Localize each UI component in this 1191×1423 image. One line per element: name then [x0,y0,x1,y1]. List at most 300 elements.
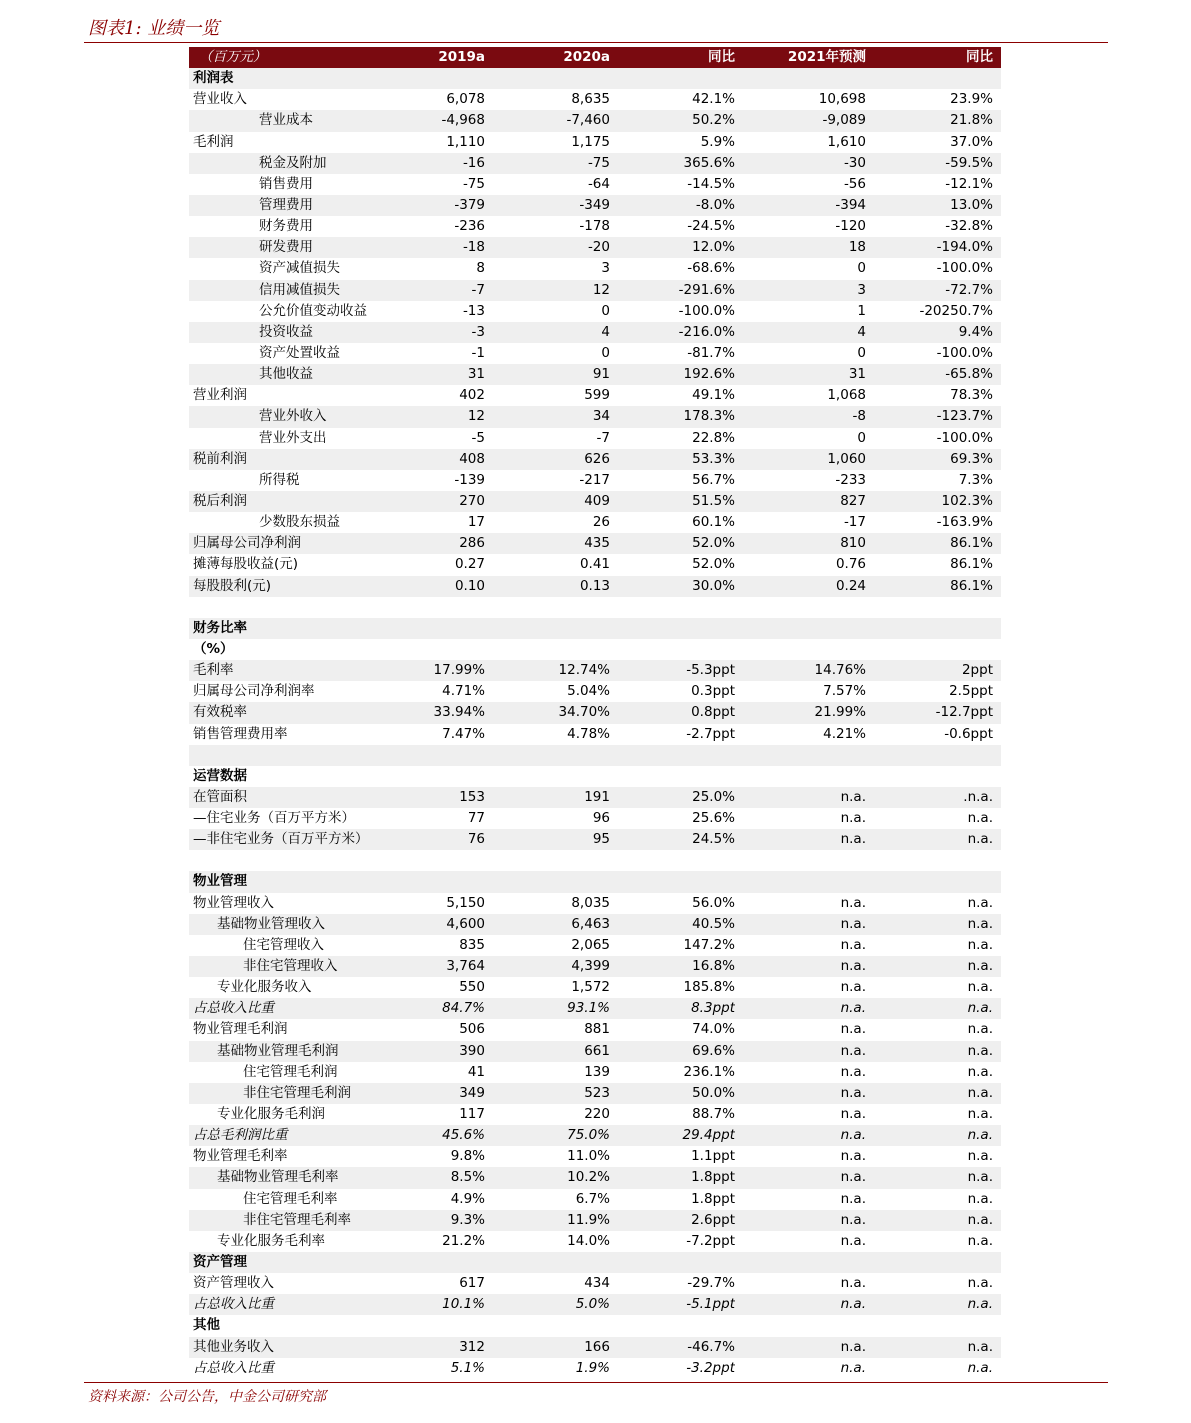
section-header-row [189,68,1001,89]
value-2021e: 31 [848,366,866,383]
value-2019a: -4,968 [441,112,485,129]
value-yoy [610,1315,735,1336]
value-2021e: n.a. [840,1084,866,1101]
value-yoy: 56.0% [692,894,735,911]
value-2019a: 270 [459,492,485,509]
header-2020a: 2020a [563,49,610,65]
value-yoy: -5.3ppt [686,662,735,679]
row-label: 归属母公司净利润率 [193,683,315,700]
value-yoy: 52.0% [692,535,735,552]
value-2021e [735,1315,866,1336]
value-yoy-2021: n.a. [967,1021,993,1038]
value-2021e [735,766,866,787]
table-row [189,1104,1001,1125]
value-2021e: n.a. [840,1127,866,1144]
row-label: 占总收入比重 [193,1359,274,1376]
row-label: 住宅管理毛利率 [243,1190,338,1207]
value-2021e: 1,610 [827,133,866,150]
row-label: 每股股利(元) [193,577,272,594]
table-row [189,343,1001,364]
value-2021e: 827 [840,492,866,509]
row-label: 其他业务收入 [193,1338,274,1355]
value-2019a [433,618,485,639]
value-2021e [735,597,866,618]
value-yoy [610,871,735,892]
value-2020a: 4.78% [567,725,610,742]
value-2019a: -75 [462,175,485,192]
value-2020a [485,618,610,639]
value-yoy-2021: 102.3% [941,492,993,509]
row-label: 税后利润 [193,492,247,509]
value-2020a: 11.0% [567,1148,610,1165]
value-2019a [433,1252,485,1273]
row-label [189,850,433,871]
value-2021e: n.a. [840,1148,866,1165]
value-yoy-2021: n.a. [967,958,993,975]
value-yoy-2021: 69.3% [950,450,993,467]
table-row [189,745,1001,766]
value-2020a: 10.2% [567,1169,610,1186]
bottom-rule [84,1382,1108,1383]
section-header-row [189,1252,1001,1273]
value-yoy: -7.2ppt [686,1232,735,1249]
value-2020a [485,850,610,871]
value-2021e: 0 [857,260,866,277]
value-yoy: -100.0% [678,302,735,319]
value-2020a: 34 [592,408,610,425]
value-2020a: -64 [587,175,610,192]
table-row [189,893,1001,914]
value-2019a [433,766,485,787]
value-2020a: 1,175 [571,133,610,150]
row-label: 非住宅管理收入 [243,958,338,975]
value-2019a: 408 [459,450,485,467]
value-yoy-2021: n.a. [967,1211,993,1228]
section-header-row [189,871,1001,892]
value-2021e: n.a. [840,1169,866,1186]
row-label: 物业管理毛利润 [193,1021,288,1038]
value-yoy-2021: n.a. [967,810,993,827]
value-yoy: -81.7% [687,344,735,361]
value-2021e: n.a. [840,1021,866,1038]
value-2019a: 4.71% [442,683,485,700]
table-row [189,829,1001,850]
value-yoy-2021: n.a. [967,1127,993,1144]
value-2019a: 402 [459,387,485,404]
value-2020a: 4 [601,323,610,340]
value-2020a: 2,065 [571,936,610,953]
table-row [189,216,1001,237]
value-yoy-2021: -12.7ppt [935,704,993,721]
value-2019a: 31 [467,366,485,383]
value-yoy: 74.0% [692,1021,735,1038]
value-yoy-2021: n.a. [967,1106,993,1123]
value-yoy: 1.1ppt [691,1148,735,1165]
row-label: （%） [193,640,234,657]
value-yoy-2021: -100.0% [936,429,993,446]
value-2021e [735,618,866,639]
value-yoy-2021: n.a. [967,936,993,953]
value-yoy: 1.8ppt [691,1169,735,1186]
value-yoy: -14.5% [687,175,735,192]
table-row [189,132,1001,153]
value-yoy-2021: 21.8% [950,112,993,129]
value-2019a: 4.9% [450,1190,485,1207]
value-2021e [735,871,866,892]
value-2020a: 11.9% [567,1211,610,1228]
table-row [189,470,1001,491]
row-label: 税前利润 [193,450,247,467]
value-2020a: -20 [587,239,610,256]
table-row [189,808,1001,829]
section-header-row [189,639,1001,660]
value-2021e: 0.76 [835,556,866,573]
value-yoy-2021: 9.4% [958,323,993,340]
value-yoy: -29.7% [687,1275,735,1292]
value-yoy-2021: -12.1% [945,175,993,192]
value-yoy-2021: 86.1% [950,556,993,573]
table-row [189,280,1001,301]
source-note: 资料来源：公司公告，中金公司研究部 [88,1389,326,1405]
value-yoy-2021: -100.0% [936,260,993,277]
value-2020a: -178 [579,218,610,235]
row-label: 财务比率 [193,619,247,636]
value-2021e: 3 [857,281,866,298]
value-2019a: 45.6% [442,1127,485,1144]
value-2020a [485,871,610,892]
value-2020a: 0 [601,344,610,361]
value-yoy: 0.3ppt [691,683,735,700]
row-label: 毛利率 [193,662,234,679]
table-row [189,1189,1001,1210]
value-2021e: 1,068 [827,387,866,404]
value-2020a: 434 [584,1275,610,1292]
row-label: 运营数据 [193,767,247,784]
value-2021e: n.a. [840,810,866,827]
value-2019a: 312 [459,1338,485,1355]
top-rule [84,42,1108,43]
value-yoy: 56.7% [692,471,735,488]
value-2019a [433,597,485,618]
value-2019a: 506 [459,1021,485,1038]
row-label: 占总毛利润比重 [193,1127,288,1144]
table-row [189,1210,1001,1231]
table-row [189,258,1001,279]
value-yoy: 16.8% [692,958,735,975]
value-2019a: 12 [467,408,485,425]
table-row [189,428,1001,449]
value-yoy: -24.5% [687,218,735,235]
value-yoy: 42.1% [692,91,735,108]
table-row [189,1146,1001,1167]
table-row [189,1062,1001,1083]
row-label: 物业管理 [193,873,247,890]
value-yoy: 0.8ppt [691,704,735,721]
row-label: 税金及附加 [259,154,327,171]
value-yoy-2021: 78.3% [950,387,993,404]
value-2019a: 10.1% [442,1296,485,1313]
value-2021e: -233 [835,471,866,488]
value-2020a: 75.0% [567,1127,610,1144]
value-2019a: 117 [459,1106,485,1123]
value-yoy-2021: n.a. [967,1232,993,1249]
row-label: 管理费用 [259,196,313,213]
table-row [189,702,1001,723]
value-yoy-2021: -20250.7% [919,302,993,319]
value-yoy: 50.0% [692,1084,735,1101]
value-2019a: 7.47% [442,725,485,742]
value-2020a: 4,399 [571,958,610,975]
value-2019a: -5 [471,429,485,446]
value-2020a: -7,460 [566,112,610,129]
value-yoy-2021 [866,639,997,660]
value-yoy-2021: 2.5ppt [949,683,993,700]
row-label: 资产管理 [193,1254,247,1271]
table-row [189,512,1001,533]
row-label: 基础物业管理收入 [217,915,325,932]
value-yoy-2021: n.a. [967,831,993,848]
value-2021e: -56 [843,175,866,192]
value-yoy: 69.6% [692,1042,735,1059]
value-yoy: 178.3% [683,408,735,425]
row-label: 专业化服务收入 [217,979,312,996]
value-yoy-2021: -194.0% [936,239,993,256]
table-row [189,1125,1001,1146]
value-2019a: 1,110 [446,133,485,150]
value-yoy-2021: n.a. [967,1042,993,1059]
row-label: 研发费用 [259,239,313,256]
value-yoy [610,850,735,871]
header-yoy: 同比 [708,49,735,65]
value-2021e: n.a. [840,1275,866,1292]
value-yoy: -2.7ppt [686,725,735,742]
row-label: 资产管理收入 [193,1275,274,1292]
value-yoy: -46.7% [687,1338,735,1355]
table-row [189,998,1001,1019]
value-2021e: 4.21% [823,725,866,742]
table-row [189,724,1001,745]
value-2019a: 41 [467,1063,485,1080]
table-row [189,1337,1001,1358]
value-2019a: 9.3% [450,1211,485,1228]
value-2020a: 0.41 [579,556,610,573]
table-row [189,956,1001,977]
table-row [189,237,1001,258]
value-2021e: 0 [857,429,866,446]
table-row [189,364,1001,385]
row-label: 其他 [193,1317,220,1334]
value-2020a: 191 [584,788,610,805]
table-row [189,385,1001,406]
value-2020a: 34.70% [558,704,610,721]
value-2021e: 0 [857,344,866,361]
row-label: 营业收入 [193,91,247,108]
section-header-row [189,1315,1001,1336]
value-yoy: 88.7% [692,1106,735,1123]
value-yoy: 185.8% [683,979,735,996]
row-label: 资产处置收益 [259,344,340,361]
row-label: —住宅业务（百万平方米） [193,810,355,827]
row-label: 利润表 [193,70,234,87]
value-2021e: n.a. [840,1000,866,1017]
row-label: 其他收益 [259,366,313,383]
value-2019a [433,850,485,871]
value-2020a: 93.1% [567,1000,610,1017]
value-2021e [735,745,866,766]
table-row [189,1294,1001,1315]
table-row [189,110,1001,131]
value-2019a [433,1315,485,1336]
row-label: 营业外收入 [259,408,327,425]
value-2020a: -349 [579,196,610,213]
value-yoy-2021: 7.3% [958,471,993,488]
value-yoy: 8.3ppt [691,1000,735,1017]
value-yoy: 1.8ppt [691,1190,735,1207]
results-table [189,47,1001,1379]
value-2019a: 0.27 [454,556,485,573]
value-2021e: 10,698 [818,91,866,108]
value-2021e: n.a. [840,979,866,996]
value-yoy-2021: n.a. [967,1359,993,1376]
row-label: 归属母公司净利润 [193,535,301,552]
value-yoy-2021 [866,68,997,89]
row-label: 营业外支出 [259,429,327,446]
row-label: 物业管理毛利率 [193,1148,288,1165]
value-yoy [610,618,735,639]
value-yoy: 24.5% [692,831,735,848]
row-label: 住宅管理收入 [243,936,324,953]
value-yoy: 60.1% [692,514,735,531]
value-2021e: 1 [857,302,866,319]
value-yoy: 49.1% [692,387,735,404]
value-yoy: 50.2% [692,112,735,129]
value-2021e: 7.57% [823,683,866,700]
value-yoy-2021: -32.8% [945,218,993,235]
table-row [189,977,1001,998]
table-row [189,660,1001,681]
value-2021e: -9,089 [822,112,866,129]
value-2020a: 26 [592,514,610,531]
value-2020a: 661 [584,1042,610,1059]
value-2019a: -379 [454,196,485,213]
value-2020a: 5.04% [567,683,610,700]
row-label: 占总收入比重 [193,1000,274,1017]
value-2020a: 523 [584,1084,610,1101]
value-2019a: -236 [454,218,485,235]
value-2020a [485,597,610,618]
value-2020a: 8,635 [571,91,610,108]
table-row [189,301,1001,322]
table-row [189,322,1001,343]
value-2021e [735,639,866,660]
value-yoy: 12.0% [692,239,735,256]
value-2021e: n.a. [840,894,866,911]
value-yoy: 53.3% [692,450,735,467]
value-yoy: 25.6% [692,810,735,827]
table-body [189,68,1001,1379]
value-yoy-2021 [866,745,997,766]
value-2020a [485,1252,610,1273]
value-2019a: 4,600 [446,915,485,932]
row-label: 在管面积 [193,788,247,805]
value-yoy: 2.6ppt [691,1211,735,1228]
value-yoy-2021 [866,871,997,892]
value-2020a: 12.74% [558,662,610,679]
value-yoy-2021 [866,618,997,639]
table-row [189,597,1001,618]
row-label: 有效税率 [193,704,247,721]
table-row [189,174,1001,195]
value-yoy: -8.0% [695,196,735,213]
value-2021e: n.a. [840,1063,866,1080]
value-2021e [735,68,866,89]
value-yoy: -291.6% [678,281,735,298]
value-2020a: 220 [584,1106,610,1123]
value-2019a [433,68,485,89]
value-2020a: 12 [592,281,610,298]
value-2019a: 8 [476,260,485,277]
table-row [189,554,1001,575]
row-label: 物业管理收入 [193,894,274,911]
table-row [189,406,1001,427]
value-2020a: 14.0% [567,1232,610,1249]
row-label [189,745,433,766]
table-row [189,1167,1001,1188]
value-yoy-2021: n.a. [967,1000,993,1017]
value-2020a [485,745,610,766]
value-2019a: 17.99% [433,662,485,679]
row-label: 基础物业管理毛利润 [217,1042,339,1059]
value-yoy-2021: -123.7% [936,408,993,425]
value-yoy: 30.0% [692,577,735,594]
value-2021e: n.a. [840,1296,866,1313]
value-2019a: 5,150 [446,894,485,911]
value-yoy-2021: n.a. [967,1169,993,1186]
value-2020a: 91 [592,366,610,383]
value-2019a: 5.1% [450,1359,485,1376]
value-yoy-2021: -72.7% [945,281,993,298]
value-2020a: 96 [592,810,610,827]
value-2019a: 0.10 [454,577,485,594]
value-2020a: 626 [584,450,610,467]
value-2019a: 286 [459,535,485,552]
value-yoy-2021: n.a. [967,1084,993,1101]
value-2019a [433,745,485,766]
value-2019a: -18 [462,239,485,256]
value-yoy: 52.0% [692,556,735,573]
header-2021e: 2021年预测 [787,49,866,65]
value-yoy: 236.1% [683,1063,735,1080]
row-label: 营业成本 [259,112,313,129]
value-yoy-2021: 23.9% [950,91,993,108]
value-2019a: 77 [467,810,485,827]
value-2019a: 3,764 [446,958,485,975]
value-2020a: 6.7% [575,1190,610,1207]
row-label: 少数股东损益 [259,514,340,531]
value-yoy [610,597,735,618]
value-yoy-2021: n.a. [967,979,993,996]
value-2019a: 153 [459,788,485,805]
value-2020a [485,766,610,787]
table-row [189,195,1001,216]
value-yoy-2021: 2ppt [961,662,993,679]
value-2019a [433,639,485,660]
value-yoy: 51.5% [692,492,735,509]
value-2019a: 835 [459,936,485,953]
value-yoy: 365.6% [683,154,735,171]
row-label: 毛利润 [193,133,234,150]
value-2019a: 6,078 [446,91,485,108]
